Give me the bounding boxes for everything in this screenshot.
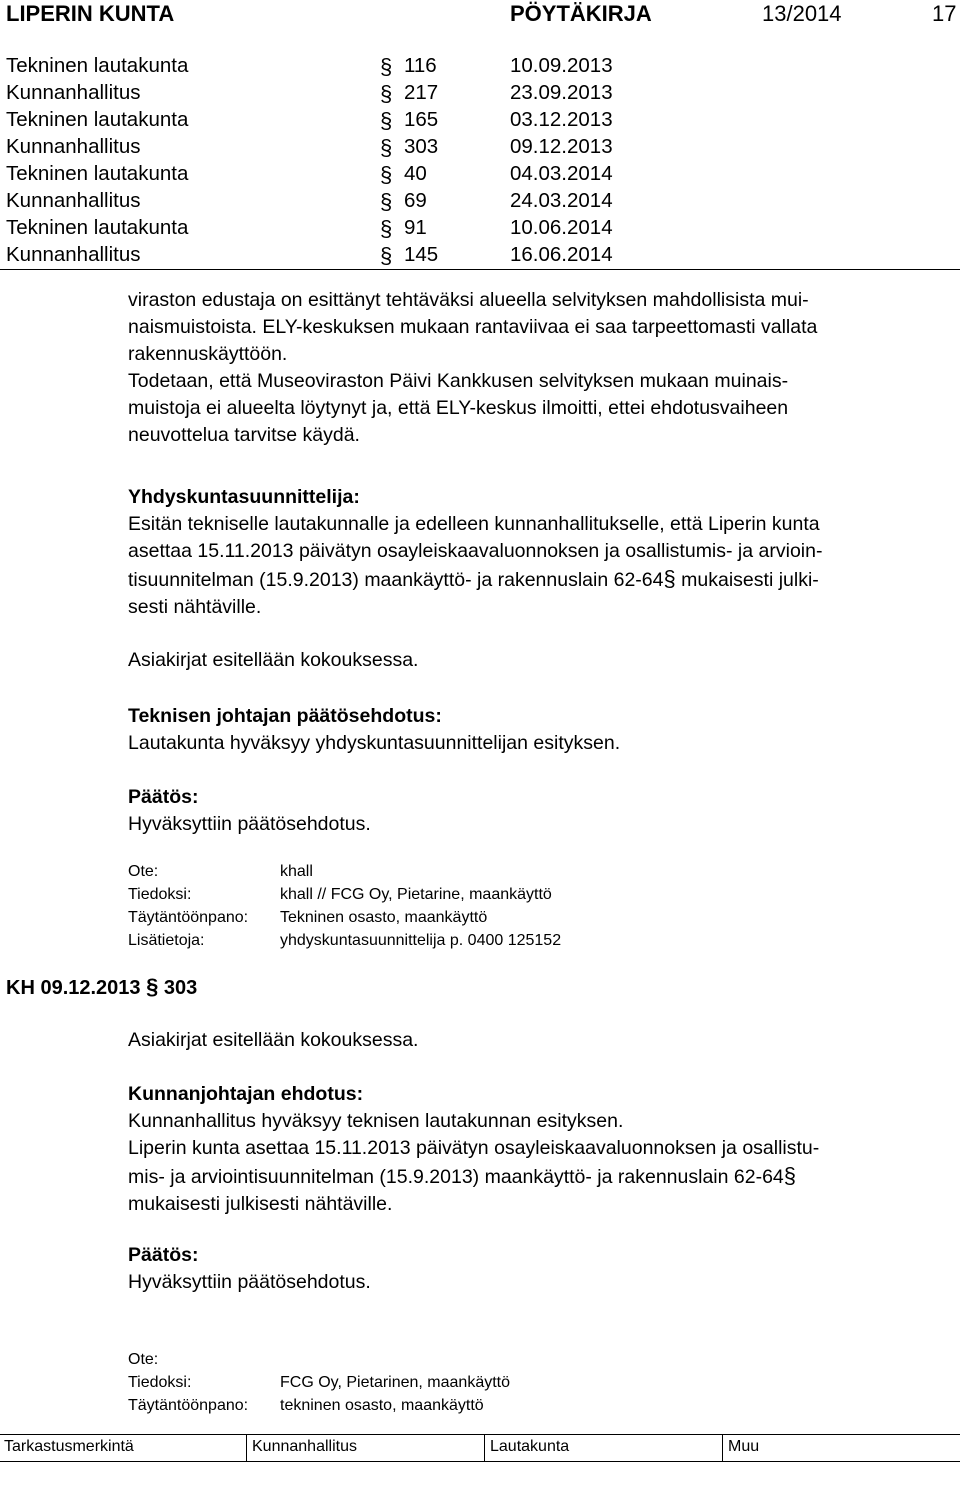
page-footer (0, 1434, 960, 1462)
decision-label: Päätös: (128, 786, 199, 808)
documents-note-2: Asiakirjat esitellään kokouksessa. (128, 1029, 419, 1051)
decision-history (0, 54, 960, 270)
text-line: Liperin kunta asettaa 15.11.2013 päivätyn osayleiskaavaluonnoksen ja osallistu- (128, 1137, 820, 1159)
section-icon: § (380, 81, 393, 106)
history-number: 91 (404, 216, 427, 239)
kh-number: 303 (163, 977, 198, 999)
text-line: tisuunnitelman (15.9.2013) maankäyttö- ja rakennuslain 62-64§ mukaisesti julki- (128, 566, 819, 591)
distribution-block-2 (128, 1348, 728, 1418)
meta-row (128, 1371, 728, 1394)
document-number: 13/2014 (762, 1, 842, 26)
meta-key: Ote: (128, 1351, 159, 1368)
meta-value: tekninen osasto, maankäyttö (280, 1397, 484, 1414)
history-body: Kunnanhallitus (6, 135, 141, 158)
kh-section-heading (6, 974, 197, 1000)
decision-text: Hyväksyttiin päätösehdotus. (128, 1271, 371, 1293)
footer-separator (722, 1435, 723, 1461)
section-icon: § (146, 974, 159, 999)
history-number: 217 (404, 81, 439, 104)
history-row (0, 189, 960, 216)
history-number: 40 (404, 162, 427, 185)
history-number: 69 (404, 189, 427, 212)
history-date: 23.09.2013 (510, 81, 613, 104)
decision-label: Päätös: (128, 1244, 199, 1266)
history-row (0, 81, 960, 108)
history-body: Kunnanhallitus (6, 189, 141, 212)
meta-row (128, 1394, 728, 1417)
page-number: 17 (932, 1, 957, 26)
decision-text: Hyväksyttiin päätösehdotus. (128, 813, 371, 835)
tech-proposal-text: Lautakunta hyväksyy yhdyskuntasuunnittelijan esityksen. (128, 732, 621, 754)
meta-key: Tiedoksi: (128, 1374, 192, 1391)
text-line: sesti nähtäville. (128, 596, 262, 618)
history-body: Tekninen lautakunta (6, 162, 189, 185)
history-body: Kunnanhallitus (6, 243, 141, 266)
history-number: 145 (404, 243, 439, 266)
distribution-block-1 (128, 860, 728, 952)
text-line: naismuistoista. ELY-keskuksen mukaan rantaviivaa ei saa tarpeettomasti vallata (128, 316, 818, 338)
planner-proposal (128, 484, 958, 621)
decision-1 (128, 784, 958, 838)
municipality-name: LIPERIN KUNTA (6, 1, 175, 26)
footer-separator (484, 1435, 485, 1461)
text-line: mukaisesti julkisesti nähtäville. (128, 1193, 393, 1215)
meta-value: khall // FCG Oy, Pietarine, maankäyttö (280, 886, 552, 903)
history-body: Tekninen lautakunta (6, 216, 189, 239)
text-line: Kunnanhallitus hyväksyy teknisen lautakunnan esityksen. (128, 1110, 624, 1132)
tech-proposal-label: Teknisen johtajan päätösehdotus: (128, 705, 442, 727)
documents-note: Asiakirjat esitellään kokouksessa. (128, 649, 419, 671)
section-icon: § (380, 216, 393, 241)
text-line: neuvottelua tarvitse käydä. (128, 424, 360, 446)
mayor-proposal (128, 1081, 958, 1218)
footer-check-mark: Tarkastusmerkintä (4, 1438, 134, 1455)
meta-key: Täytäntöönpano: (128, 909, 249, 926)
text-line: viraston edustaja on esittänyt tehtäväksi alueella selvityksen mahdollisista mui- (128, 289, 809, 311)
history-number: 116 (404, 54, 437, 77)
section-icon: § (663, 566, 676, 591)
history-row (0, 216, 960, 243)
footer-other: Muu (728, 1438, 760, 1455)
meta-value: FCG Oy, Pietarinen, maankäyttö (280, 1374, 511, 1391)
meta-row (128, 883, 728, 906)
text-line: mis- ja arviointisuunnitelman (15.9.2013) maankäyttö- ja rakennuslain 62-64§ (128, 1163, 797, 1188)
tech-director-proposal (128, 703, 958, 757)
meta-key: Tiedoksi: (128, 886, 192, 903)
history-number: 303 (404, 135, 439, 158)
footer-board: Kunnanhallitus (252, 1438, 357, 1455)
meta-key: Ote: (128, 863, 159, 880)
meta-row (128, 929, 728, 952)
text-line: muistoja ei alueelta löytynyt ja, että ELY-keskus ilmoitti, ettei ehdotusvaiheen (128, 397, 789, 419)
planner-label: Yhdyskuntasuunnittelija: (128, 486, 360, 508)
history-body: Tekninen lautakunta (6, 54, 189, 77)
section-icon: § (380, 243, 393, 268)
footer-committee: Lautakunta (490, 1438, 570, 1455)
history-date: 10.09.2013 (510, 54, 613, 77)
text-line: rakennuskäyttöön. (128, 343, 288, 365)
meta-value: khall (280, 863, 313, 880)
meta-value: yhdyskuntasuunnittelija p. 0400 125152 (280, 932, 562, 949)
history-date: 24.03.2014 (510, 189, 613, 212)
history-row (0, 108, 960, 135)
text-line: Todetaan, että Museoviraston Päivi Kankkusen selvityksen mukaan muinais- (128, 370, 789, 392)
page-header (0, 0, 960, 30)
section-icon: § (783, 1163, 797, 1188)
history-body: Kunnanhallitus (6, 81, 141, 104)
section-icon: § (380, 189, 393, 214)
meta-row (128, 906, 728, 929)
history-body: Tekninen lautakunta (6, 108, 189, 131)
footer-separator (246, 1435, 247, 1461)
meta-key: Täytäntöönpano: (128, 1397, 249, 1414)
history-date: 04.03.2014 (510, 162, 613, 185)
meta-row (128, 860, 728, 883)
text-line: asettaa 15.11.2013 päivätyn osayleiskaavaluonnoksen ja osallistumis- ja arvioin- (128, 540, 823, 562)
section-icon: § (380, 135, 393, 160)
history-number: 165 (404, 108, 439, 131)
meta-row (128, 1348, 728, 1371)
kh-date: KH 09.12.2013 (6, 977, 141, 999)
history-date: 16.06.2014 (510, 243, 613, 266)
intro-paragraph (128, 287, 958, 449)
history-date: 10.06.2014 (510, 216, 613, 239)
section-icon: § (380, 162, 393, 187)
history-divider (0, 269, 960, 270)
history-row (0, 54, 960, 81)
meta-key: Lisätietoja: (128, 932, 205, 949)
section-icon: § (380, 54, 393, 79)
decision-2 (128, 1242, 958, 1296)
document-type: PÖYTÄKIRJA (510, 1, 652, 26)
meta-value: Tekninen osasto, maankäyttö (280, 909, 488, 926)
history-date: 09.12.2013 (510, 135, 613, 158)
section-icon: § (380, 108, 393, 133)
text-line: Esitän tekniselle lautakunnalle ja edelleen kunnanhallitukselle, että Liperin kunta (128, 513, 820, 535)
history-row (0, 243, 960, 270)
history-row (0, 135, 960, 162)
mayor-proposal-label: Kunnanjohtajan ehdotus: (128, 1083, 364, 1105)
history-row (0, 162, 960, 189)
history-date: 03.12.2013 (510, 108, 613, 131)
